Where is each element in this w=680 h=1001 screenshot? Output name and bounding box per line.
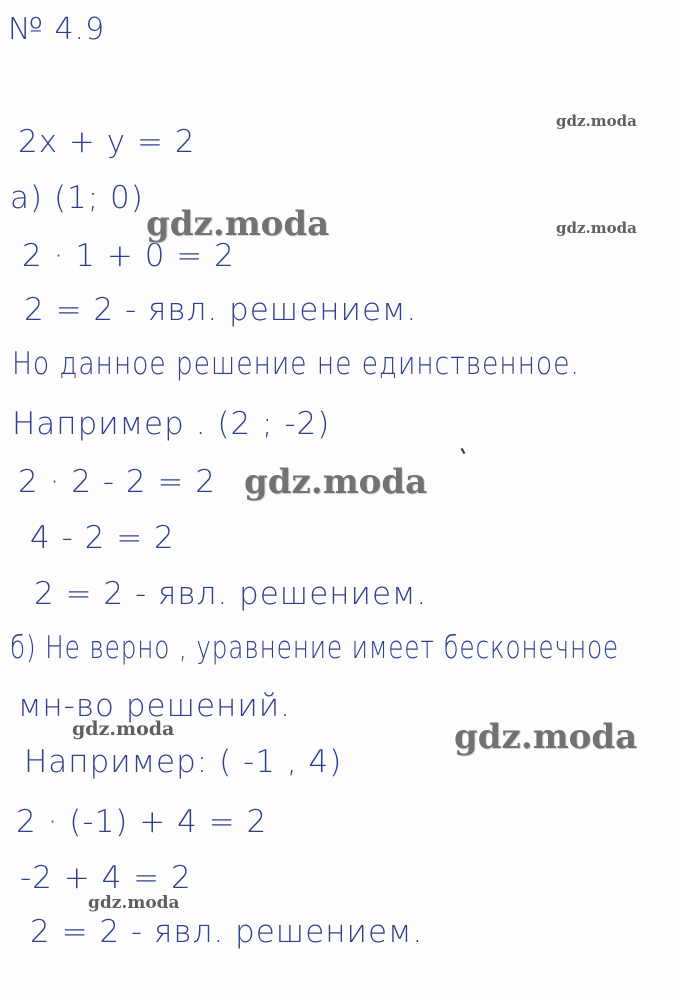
problem-number: № 4.9 xyxy=(8,12,106,47)
example2-line: Например: ( -1 , 4) xyxy=(24,744,343,780)
watermark: gdz.moda xyxy=(244,462,428,502)
part-b2-line: мн-во решений. xyxy=(18,688,292,724)
watermark: gdz.moda xyxy=(146,204,330,244)
example1-line: Например . (2 ; -2) xyxy=(12,406,331,442)
check-b3-line: 2 = 2 - явл. решением. xyxy=(30,914,424,950)
check-e1-line: 2 · 2 - 2 = 2 xyxy=(18,464,217,500)
equation-line: 2x + y = 2 xyxy=(18,124,196,160)
watermark: gdz.moda xyxy=(556,112,637,130)
watermark: gdz.moda xyxy=(556,219,637,237)
check-b1-line: 2 · (-1) + 4 = 2 xyxy=(16,804,268,840)
check-e3-line: 2 = 2 - явл. решением. xyxy=(34,576,428,612)
check-a1-line: 2 · 1 + 0 = 2 xyxy=(22,238,235,274)
pen-mark xyxy=(461,448,466,454)
part-a-line: а) (1; 0) xyxy=(10,180,144,216)
check-b2-line: -2 + 4 = 2 xyxy=(20,860,192,896)
watermark: gdz.moda xyxy=(454,717,638,757)
watermark: gdz.moda xyxy=(72,718,175,740)
part-b-line: б) Не верно , уравнение имеет бесконечное xyxy=(10,630,619,666)
check-e2-line: 4 - 2 = 2 xyxy=(30,520,175,556)
check-a2-line: 2 = 2 - явл. решением. xyxy=(24,292,418,328)
watermark: gdz.moda xyxy=(88,893,180,913)
remark-line: Но данное решение не единственное. xyxy=(12,346,580,382)
